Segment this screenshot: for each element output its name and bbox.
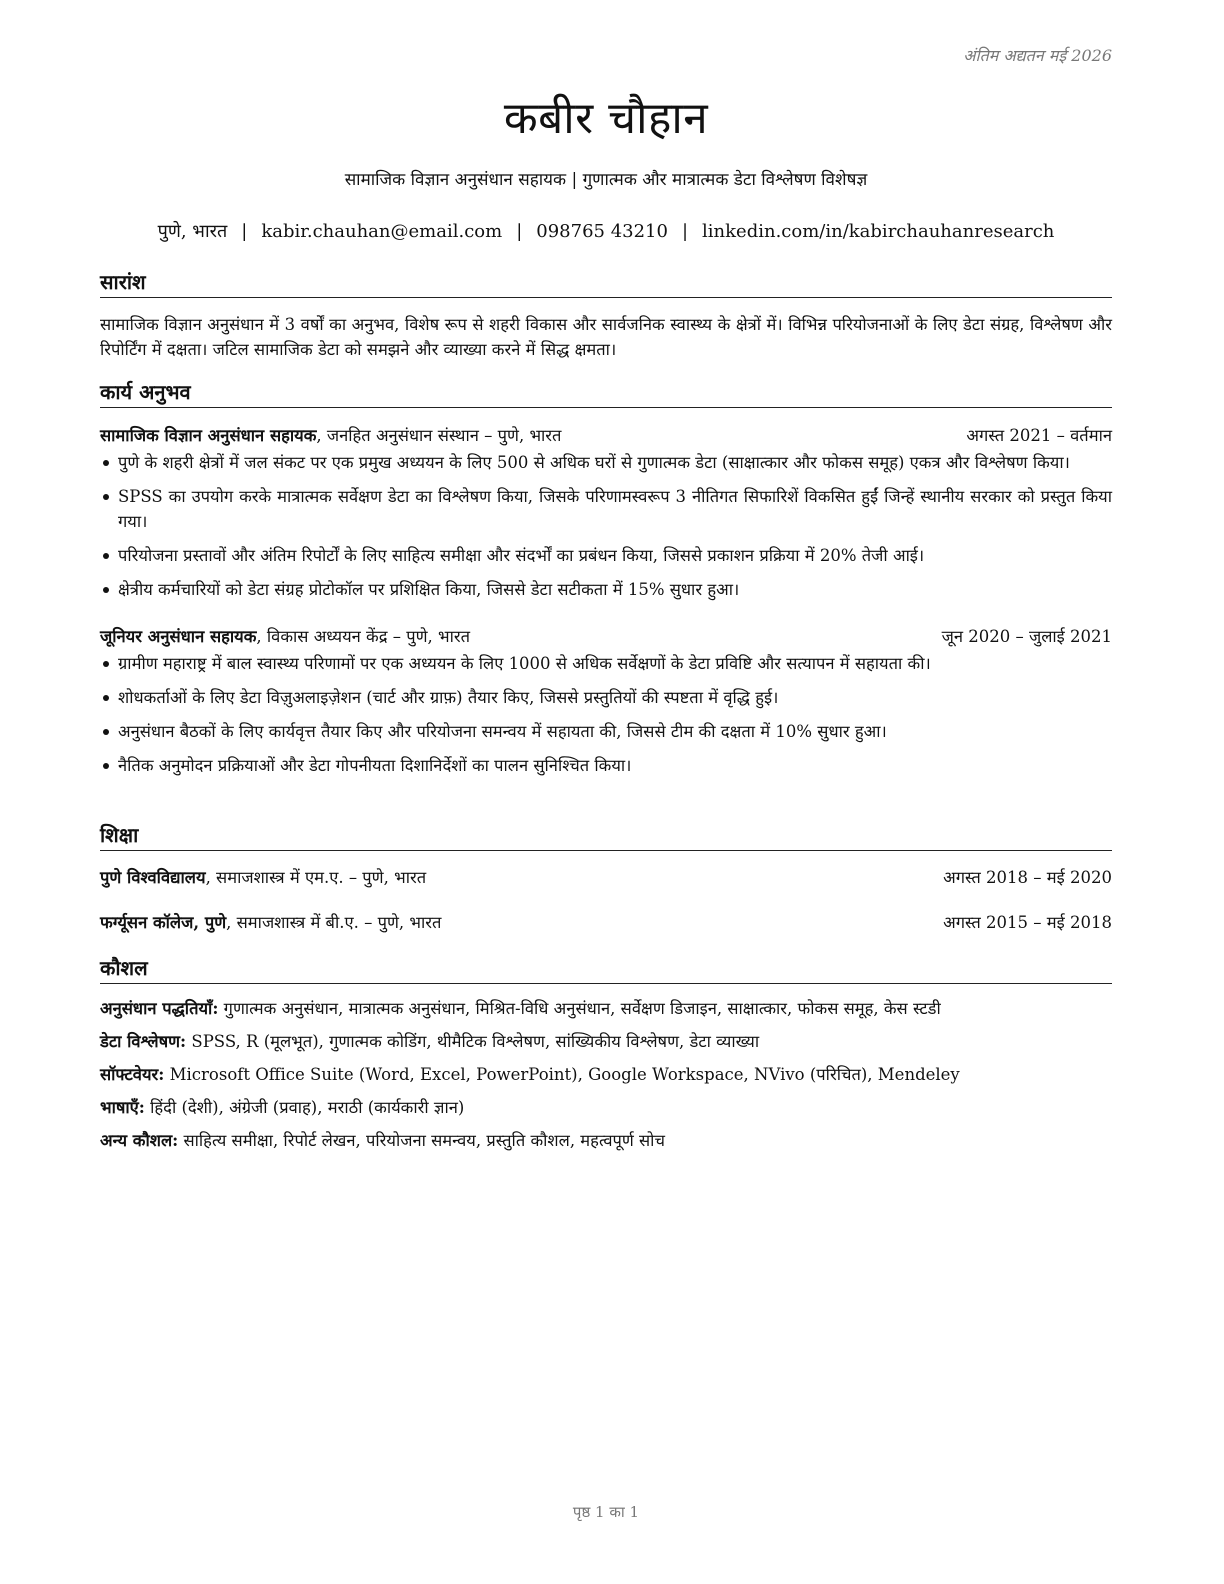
- job-header: [100, 423, 1112, 446]
- summary-section: [100, 268, 1112, 362]
- job-entry: [100, 423, 1112, 602]
- skills-list: [100, 996, 1112, 1153]
- list-item: नैतिक अनुमोदन प्रक्रियाओं और डेटा गोपनीयता दिशानिर्देशों का पालन सुनिश्चित किया।: [100, 753, 1112, 778]
- job-role: सामाजिक विज्ञान अनुसंधान सहायक: [100, 426, 317, 445]
- page-title: कबीर चौहान: [503, 93, 709, 144]
- job-title-line: [100, 423, 561, 446]
- education-section: [100, 821, 1112, 933]
- education-school: फर्ग्यूसन कॉलेज, पुणे: [100, 913, 227, 932]
- skill-value: Microsoft Office Suite (Word, Excel, PowerPoint), Google Workspace, NVivo (परिचित), Mendeley: [164, 1065, 960, 1084]
- list-item: शोधकर्ताओं के लिए डेटा विज़ुअलाइज़ेशन (चार्ट और ग्राफ़) तैयार किए, जिससे प्रस्तुतियों की स्पष्टता में वृद्धि हुई।: [100, 685, 1112, 710]
- job-entry: [100, 624, 1112, 778]
- job-org: , विकास अध्ययन केंद्र – पुणे, भारत: [256, 627, 471, 646]
- contact-linkedin[interactable]: linkedin.com/in/kabirchauhanresearch: [702, 221, 1055, 242]
- skill-value: SPSS, R (मूलभूत), गुणात्मक कोडिंग, थीमैटिक विश्लेषण, सांख्यिकीय विश्लेषण, डेटा व्याख्या: [186, 1032, 760, 1051]
- separator: |: [241, 221, 248, 242]
- education-title-line: [100, 910, 441, 933]
- last-updated: अंतिम अद्यतन मई 2026: [963, 46, 1112, 65]
- job-header: [100, 624, 1112, 647]
- resume-page: [100, 0, 1112, 1584]
- summary-text: सामाजिक विज्ञान अनुसंधान में 3 वर्षों का अनुभव, विशेष रूप से शहरी विकास और सार्वजनिक स्वास्थ्य के क्षेत्रों में। विभिन्न परियोजनाओं के लिए डेटा संग्रह, विश्लेषण और रिपोर्टिंग में दक्षता। जटिल सामाजिक डेटा को समझने और व्याख्या करने में सिद्ध क्षमता।: [100, 315, 1112, 359]
- education-detail: , समाजशास्त्र में बी.ए. – पुणे, भारत: [226, 913, 442, 932]
- education-dates: अगस्त 2015 – मई 2018: [943, 913, 1112, 932]
- contact-email[interactable]: kabir.chauhan@email.com: [261, 221, 503, 242]
- skill-label: अन्य कौशल:: [100, 1131, 179, 1150]
- list-item: अनुसंधान बैठकों के लिए कार्यवृत्त तैयार किए और परियोजना समन्वय में सहायता की, जिससे टीम की दक्षता में 10% सुधार हुआ।: [100, 719, 1112, 744]
- contact-location: पुणे, भारत: [157, 221, 228, 242]
- separator: |: [516, 221, 523, 242]
- contact-phone: 098765 43210: [536, 221, 668, 242]
- skill-row: [100, 1095, 1112, 1120]
- section-title-experience: कार्य अनुभव: [100, 378, 1112, 408]
- job-org: , जनहित अनुसंधान संस्थान – पुणे, भारत: [316, 426, 562, 445]
- list-item: परियोजना प्रस्तावों और अंतिम रिपोर्टों के लिए साहित्य समीक्षा और संदर्भों का प्रबंधन किया, जिससे प्रकाशन प्रक्रिया में 20% तेजी आई।: [100, 543, 1112, 568]
- list-item: ग्रामीण महाराष्ट्र में बाल स्वास्थ्य परिणामों पर एक अध्ययन के लिए 1000 से अधिक सर्वेक्षणों के डेटा प्रविष्टि और सत्यापन में सहायता की।: [100, 651, 1112, 676]
- contact-line: [100, 219, 1112, 243]
- list-item: क्षेत्रीय कर्मचारियों को डेटा संग्रह प्रोटोकॉल पर प्रशिक्षित किया, जिससे डेटा सटीकता में 15% सुधार हुआ।: [100, 577, 1112, 602]
- education-school: पुणे विश्वविद्यालय: [100, 868, 206, 887]
- skill-value: हिंदी (देशी), अंग्रेजी (प्रवाह), मराठी (कार्यकारी ज्ञान): [144, 1098, 465, 1117]
- skills-section: [100, 954, 1112, 1161]
- job-bullets: [100, 651, 1112, 778]
- education-entry: [100, 865, 1112, 888]
- skill-row: [100, 1029, 1112, 1054]
- section-title-education: शिक्षा: [100, 821, 1112, 851]
- section-title-skills: कौशल: [100, 954, 1112, 984]
- education-title-line: [100, 865, 426, 888]
- job-dates: जून 2020 – जुलाई 2021: [941, 627, 1112, 646]
- education-dates: अगस्त 2018 – मई 2020: [943, 868, 1112, 887]
- education-entry: [100, 910, 1112, 933]
- skill-label: डेटा विश्लेषण:: [100, 1032, 187, 1051]
- skill-value: साहित्य समीक्षा, रिपोर्ट लेखन, परियोजना समन्वय, प्रस्तुति कौशल, महत्वपूर्ण सोच: [178, 1131, 665, 1150]
- education-detail: , समाजशास्त्र में एम.ए. – पुणे, भारत: [205, 868, 427, 887]
- section-title-summary: सारांश: [100, 268, 1112, 298]
- skill-label: सॉफ्टवेयर:: [100, 1065, 165, 1084]
- job-bullets: [100, 450, 1112, 602]
- skill-row: [100, 1062, 1112, 1087]
- skill-label: अनुसंधान पद्धतियाँ:: [100, 999, 219, 1018]
- skill-row: [100, 1128, 1112, 1153]
- job-dates: अगस्त 2021 – वर्तमान: [966, 426, 1112, 445]
- separator: |: [681, 221, 689, 242]
- subtitle: सामाजिक विज्ञान अनुसंधान सहायक | गुणात्मक और मात्रात्मक डेटा विश्लेषण विशेषज्ञ: [344, 170, 868, 190]
- job-title-line: [100, 624, 470, 647]
- skill-label: भाषाएँ:: [100, 1098, 145, 1117]
- experience-section: [100, 378, 1112, 787]
- list-item: पुणे के शहरी क्षेत्रों में जल संकट पर एक प्रमुख अध्ययन के लिए 500 से अधिक घरों से गुणात्मक डेटा (साक्षात्कार और फोकस समूह) एकत्र और विश्लेषण किया।: [100, 450, 1112, 475]
- page-number: पृष्ठ 1 का 1: [572, 1503, 640, 1521]
- skill-value: गुणात्मक अनुसंधान, मात्रात्मक अनुसंधान, मिश्रित-विधि अनुसंधान, सर्वेक्षण डिजाइन, साक्षात्कार, फोकस समूह, केस स्टडी: [218, 999, 941, 1018]
- job-role: जूनियर अनुसंधान सहायक: [100, 627, 257, 646]
- list-item: SPSS का उपयोग करके मात्रात्मक सर्वेक्षण डेटा का विश्लेषण किया, जिसके परिणामस्वरूप 3 नीतिगत सिफारिशें विकसित हुईं जिन्हें स्थानीय सरकार को प्रस्तुत किया गया।: [100, 484, 1112, 534]
- skill-row: [100, 996, 1112, 1021]
